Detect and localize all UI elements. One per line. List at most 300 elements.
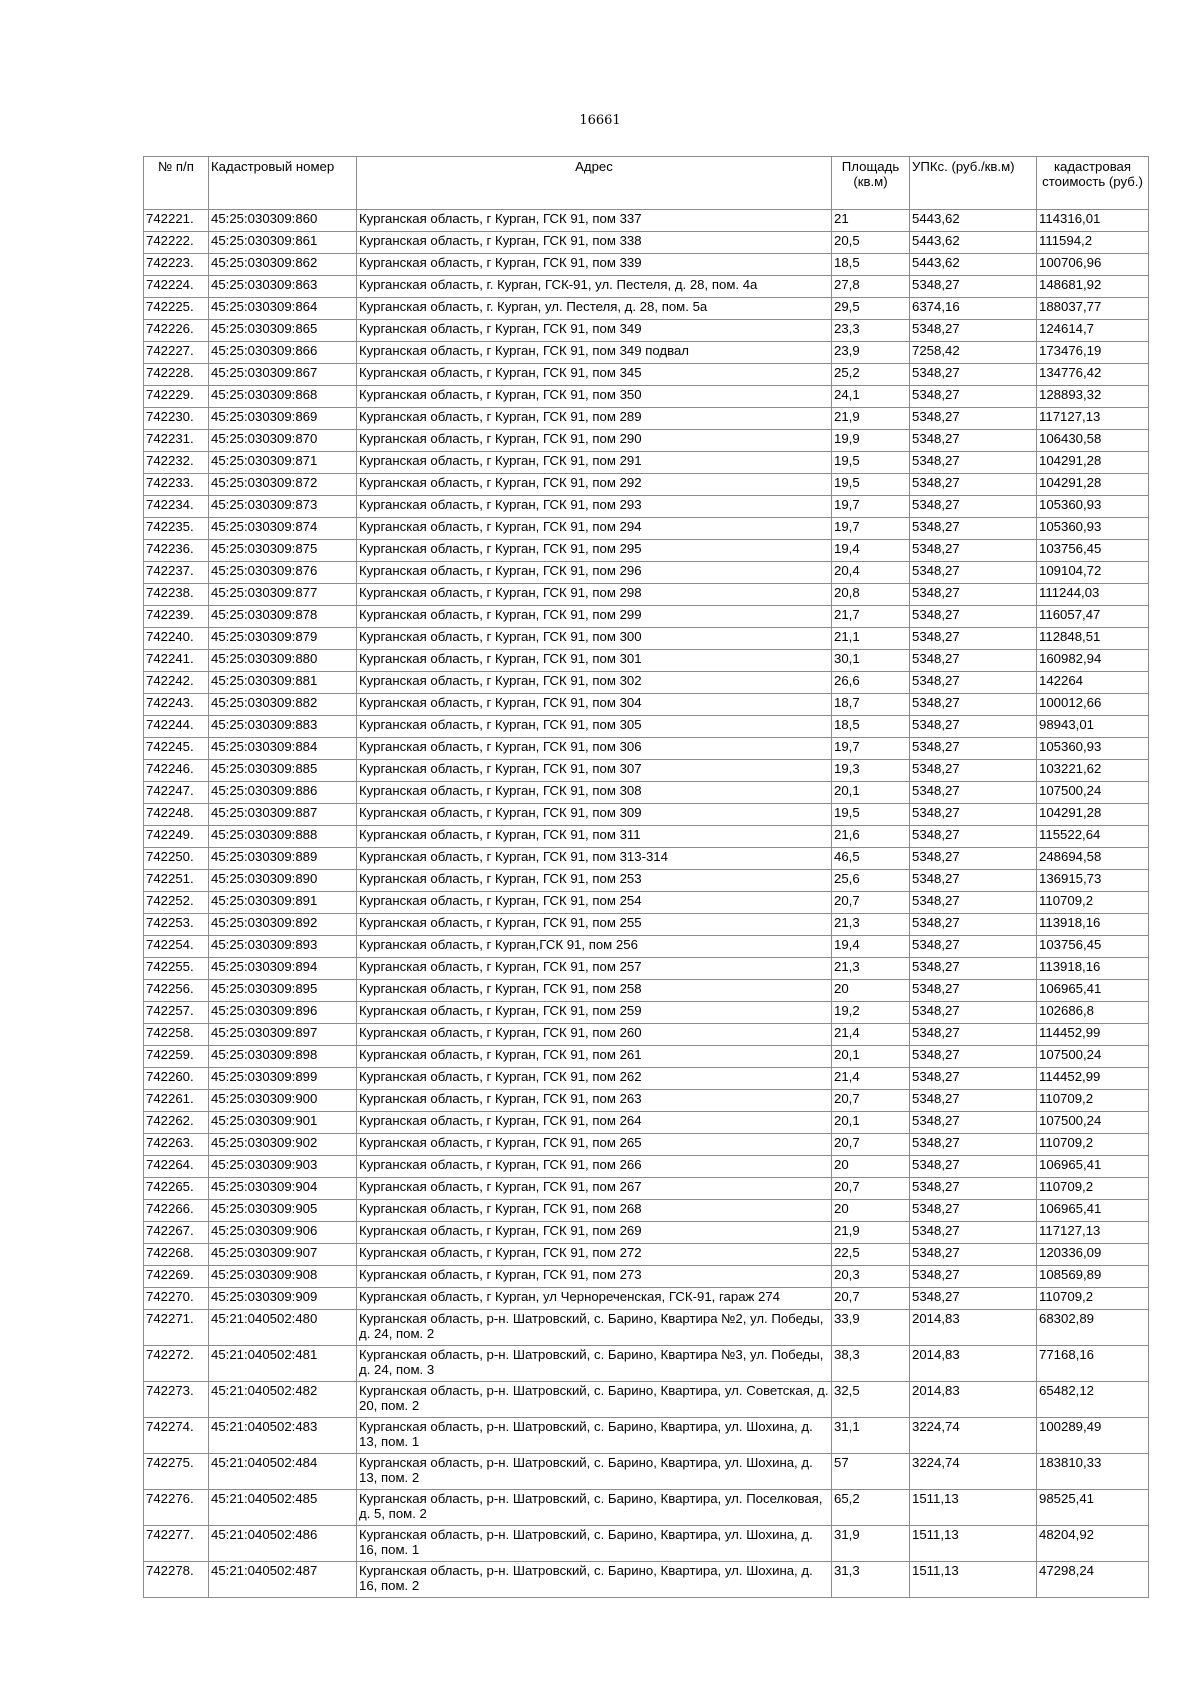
cadastral-number: 45:21:040502:482 bbox=[209, 1382, 357, 1418]
area: 21,6 bbox=[832, 826, 910, 848]
header-cadastral-number: Кадастровый номер bbox=[209, 157, 357, 210]
cadastral-value: 47298,24 bbox=[1037, 1562, 1149, 1598]
upks: 5348,27 bbox=[910, 870, 1037, 892]
upks: 5348,27 bbox=[910, 1156, 1037, 1178]
address: Курганская область, г Курган, ГСК 91, пом 266 bbox=[357, 1156, 832, 1178]
address: Курганская область, г Курган, ГСК 91, пом 308 bbox=[357, 782, 832, 804]
area: 20,7 bbox=[832, 1134, 910, 1156]
cadastral-number: 45:25:030309:896 bbox=[209, 1002, 357, 1024]
address: Курганская область, р-н. Шатровский, с. Барино, Квартира, ул. Шохина, д. 13, пом. 2 bbox=[357, 1454, 832, 1490]
upks: 5348,27 bbox=[910, 760, 1037, 782]
upks: 5348,27 bbox=[910, 694, 1037, 716]
cadastral-value: 104291,28 bbox=[1037, 804, 1149, 826]
area: 33,9 bbox=[832, 1310, 910, 1346]
cadastral-number: 45:25:030309:877 bbox=[209, 584, 357, 606]
cadastral-number: 45:25:030309:886 bbox=[209, 782, 357, 804]
table-row bbox=[144, 1134, 1149, 1156]
row-num: 742271. bbox=[144, 1310, 209, 1346]
address: Курганская область, г Курган, ГСК 91, пом 293 bbox=[357, 496, 832, 518]
address: Курганская область, г Курган, ГСК 91, пом 349 подвал bbox=[357, 342, 832, 364]
upks: 5348,27 bbox=[910, 408, 1037, 430]
cadastral-value: 106965,41 bbox=[1037, 980, 1149, 1002]
address: Курганская область, г Курган, ГСК 91, пом 261 bbox=[357, 1046, 832, 1068]
cadastral-value: 111594,2 bbox=[1037, 232, 1149, 254]
table-row bbox=[144, 870, 1149, 892]
upks: 5348,27 bbox=[910, 386, 1037, 408]
area: 19,5 bbox=[832, 804, 910, 826]
area: 31,1 bbox=[832, 1418, 910, 1454]
table-row bbox=[144, 1244, 1149, 1266]
cadastral-number: 45:25:030309:866 bbox=[209, 342, 357, 364]
upks: 3224,74 bbox=[910, 1454, 1037, 1490]
upks: 5443,62 bbox=[910, 232, 1037, 254]
cadastral-value: 103756,45 bbox=[1037, 936, 1149, 958]
upks: 5348,27 bbox=[910, 1244, 1037, 1266]
upks: 5348,27 bbox=[910, 364, 1037, 386]
row-num: 742260. bbox=[144, 1068, 209, 1090]
address: Курганская область, г Курган, ГСК 91, пом 267 bbox=[357, 1178, 832, 1200]
table-row bbox=[144, 474, 1149, 496]
address: Курганская область, г Курган, ГСК 91, пом 350 bbox=[357, 386, 832, 408]
upks: 5348,27 bbox=[910, 672, 1037, 694]
row-num: 742240. bbox=[144, 628, 209, 650]
area: 19,5 bbox=[832, 452, 910, 474]
table-row bbox=[144, 848, 1149, 870]
table-row bbox=[144, 562, 1149, 584]
area: 19,4 bbox=[832, 540, 910, 562]
table-row bbox=[144, 1090, 1149, 1112]
cadastral-value: 107500,24 bbox=[1037, 1112, 1149, 1134]
upks: 5348,27 bbox=[910, 1222, 1037, 1244]
cadastral-number: 45:25:030309:885 bbox=[209, 760, 357, 782]
cadastral-value: 103756,45 bbox=[1037, 540, 1149, 562]
row-num: 742255. bbox=[144, 958, 209, 980]
table-row bbox=[144, 760, 1149, 782]
upks: 5348,27 bbox=[910, 782, 1037, 804]
cadastral-value: 117127,13 bbox=[1037, 408, 1149, 430]
table-row bbox=[144, 232, 1149, 254]
cadastral-number: 45:25:030309:905 bbox=[209, 1200, 357, 1222]
area: 19,7 bbox=[832, 496, 910, 518]
upks: 5348,27 bbox=[910, 1112, 1037, 1134]
upks: 5348,27 bbox=[910, 848, 1037, 870]
upks: 6374,16 bbox=[910, 298, 1037, 320]
cadastral-number: 45:25:030309:893 bbox=[209, 936, 357, 958]
row-num: 742235. bbox=[144, 518, 209, 540]
table-row bbox=[144, 364, 1149, 386]
area: 20 bbox=[832, 1156, 910, 1178]
area: 31,9 bbox=[832, 1526, 910, 1562]
address: Курганская область, г Курган, ГСК 91, пом 345 bbox=[357, 364, 832, 386]
address: Курганская область, г Курган, ГСК 91, пом 272 bbox=[357, 1244, 832, 1266]
cadastral-value: 98525,41 bbox=[1037, 1490, 1149, 1526]
area: 23,9 bbox=[832, 342, 910, 364]
upks: 5348,27 bbox=[910, 584, 1037, 606]
address: Курганская область, г Курган,ГСК 91, пом 256 bbox=[357, 936, 832, 958]
cadastral-number: 45:21:040502:486 bbox=[209, 1526, 357, 1562]
cadastral-value: 160982,94 bbox=[1037, 650, 1149, 672]
row-num: 742262. bbox=[144, 1112, 209, 1134]
row-num: 742223. bbox=[144, 254, 209, 276]
upks: 5348,27 bbox=[910, 804, 1037, 826]
address: Курганская область, р-н. Шатровский, с. Барино, Квартира №2, ул. Победы, д. 24, пом. 2 bbox=[357, 1310, 832, 1346]
address: Курганская область, г Курган, ГСК 91, пом 257 bbox=[357, 958, 832, 980]
table-row bbox=[144, 1418, 1149, 1454]
area: 25,2 bbox=[832, 364, 910, 386]
upks: 1511,13 bbox=[910, 1526, 1037, 1562]
row-num: 742248. bbox=[144, 804, 209, 826]
row-num: 742258. bbox=[144, 1024, 209, 1046]
upks: 5348,27 bbox=[910, 1266, 1037, 1288]
area: 31,3 bbox=[832, 1562, 910, 1598]
area: 20,7 bbox=[832, 1178, 910, 1200]
cadastral-value: 173476,19 bbox=[1037, 342, 1149, 364]
cadastral-number: 45:25:030309:861 bbox=[209, 232, 357, 254]
row-num: 742273. bbox=[144, 1382, 209, 1418]
row-num: 742237. bbox=[144, 562, 209, 584]
area: 18,5 bbox=[832, 716, 910, 738]
address: Курганская область, г Курган, ГСК 91, пом 268 bbox=[357, 1200, 832, 1222]
cadastral-number: 45:25:030309:909 bbox=[209, 1288, 357, 1310]
cadastral-value: 106965,41 bbox=[1037, 1200, 1149, 1222]
cadastral-number: 45:25:030309:876 bbox=[209, 562, 357, 584]
cadastral-number: 45:25:030309:867 bbox=[209, 364, 357, 386]
row-num: 742224. bbox=[144, 276, 209, 298]
cadastral-value: 128893,32 bbox=[1037, 386, 1149, 408]
cadastral-value: 105360,93 bbox=[1037, 518, 1149, 540]
address: Курганская область, г Курган, ГСК 91, пом 265 bbox=[357, 1134, 832, 1156]
table-row bbox=[144, 958, 1149, 980]
address: Курганская область, г Курган, ГСК 91, пом 292 bbox=[357, 474, 832, 496]
cadastral-table bbox=[143, 156, 1149, 1598]
cadastral-number: 45:25:030309:907 bbox=[209, 1244, 357, 1266]
row-num: 742246. bbox=[144, 760, 209, 782]
cadastral-number: 45:25:030309:870 bbox=[209, 430, 357, 452]
table-row bbox=[144, 738, 1149, 760]
cadastral-value: 107500,24 bbox=[1037, 782, 1149, 804]
area: 19,5 bbox=[832, 474, 910, 496]
table-row bbox=[144, 518, 1149, 540]
cadastral-value: 103221,62 bbox=[1037, 760, 1149, 782]
cadastral-number: 45:21:040502:481 bbox=[209, 1346, 357, 1382]
address: Курганская область, г Курган, ГСК 91, пом 254 bbox=[357, 892, 832, 914]
upks: 7258,42 bbox=[910, 342, 1037, 364]
row-num: 742226. bbox=[144, 320, 209, 342]
upks: 5348,27 bbox=[910, 738, 1037, 760]
row-num: 742221. bbox=[144, 210, 209, 232]
cadastral-number: 45:25:030309:895 bbox=[209, 980, 357, 1002]
area: 46,5 bbox=[832, 848, 910, 870]
upks: 5348,27 bbox=[910, 628, 1037, 650]
cadastral-value: 114452,99 bbox=[1037, 1068, 1149, 1090]
area: 21,9 bbox=[832, 1222, 910, 1244]
row-num: 742278. bbox=[144, 1562, 209, 1598]
table-row bbox=[144, 1024, 1149, 1046]
table-row bbox=[144, 210, 1149, 232]
row-num: 742252. bbox=[144, 892, 209, 914]
table-row bbox=[144, 650, 1149, 672]
area: 24,1 bbox=[832, 386, 910, 408]
cadastral-value: 107500,24 bbox=[1037, 1046, 1149, 1068]
upks: 5348,27 bbox=[910, 1288, 1037, 1310]
row-num: 742256. bbox=[144, 980, 209, 1002]
row-num: 742265. bbox=[144, 1178, 209, 1200]
table-row bbox=[144, 1002, 1149, 1024]
upks: 5348,27 bbox=[910, 562, 1037, 584]
upks: 5348,27 bbox=[910, 1090, 1037, 1112]
cadastral-value: 148681,92 bbox=[1037, 276, 1149, 298]
cadastral-number: 45:25:030309:881 bbox=[209, 672, 357, 694]
upks: 5348,27 bbox=[910, 914, 1037, 936]
row-num: 742244. bbox=[144, 716, 209, 738]
address: Курганская область, г Курган, ул Чернореченская, ГСК-91, гараж 274 bbox=[357, 1288, 832, 1310]
upks: 5348,27 bbox=[910, 1046, 1037, 1068]
cadastral-number: 45:21:040502:484 bbox=[209, 1454, 357, 1490]
area: 30,1 bbox=[832, 650, 910, 672]
area: 27,8 bbox=[832, 276, 910, 298]
cadastral-value: 116057,47 bbox=[1037, 606, 1149, 628]
address: Курганская область, г Курган, ГСК 91, пом 339 bbox=[357, 254, 832, 276]
address: Курганская область, г Курган, ГСК 91, пом 306 bbox=[357, 738, 832, 760]
area: 19,7 bbox=[832, 738, 910, 760]
table-row bbox=[144, 298, 1149, 320]
row-num: 742266. bbox=[144, 1200, 209, 1222]
row-num: 742241. bbox=[144, 650, 209, 672]
upks: 5348,27 bbox=[910, 892, 1037, 914]
upks: 1511,13 bbox=[910, 1562, 1037, 1598]
cadastral-value: 110709,2 bbox=[1037, 892, 1149, 914]
area: 21,3 bbox=[832, 914, 910, 936]
row-num: 742233. bbox=[144, 474, 209, 496]
cadastral-value: 115522,64 bbox=[1037, 826, 1149, 848]
cadastral-number: 45:25:030309:874 bbox=[209, 518, 357, 540]
upks: 3224,74 bbox=[910, 1418, 1037, 1454]
table-row bbox=[144, 694, 1149, 716]
address: Курганская область, г Курган, ГСК 91, пом 262 bbox=[357, 1068, 832, 1090]
area: 19,7 bbox=[832, 518, 910, 540]
table-row bbox=[144, 496, 1149, 518]
cadastral-number: 45:25:030309:862 bbox=[209, 254, 357, 276]
area: 21,9 bbox=[832, 408, 910, 430]
cadastral-number: 45:25:030309:888 bbox=[209, 826, 357, 848]
address: Курганская область, р-н. Шатровский, с. Барино, Квартира, ул. Шохина, д. 16, пом. 2 bbox=[357, 1562, 832, 1598]
table-row bbox=[144, 1288, 1149, 1310]
cadastral-number: 45:25:030309:894 bbox=[209, 958, 357, 980]
address: Курганская область, г Курган, ГСК 91, пом 301 bbox=[357, 650, 832, 672]
row-num: 742254. bbox=[144, 936, 209, 958]
area: 20,1 bbox=[832, 1112, 910, 1134]
address: Курганская область, р-н. Шатровский, с. Барино, Квартира, ул. Советская, д. 20, пом. 2 bbox=[357, 1382, 832, 1418]
address: Курганская область, г Курган, ГСК 91, пом 273 bbox=[357, 1266, 832, 1288]
cadastral-value: 134776,42 bbox=[1037, 364, 1149, 386]
address: Курганская область, г Курган, ГСК 91, пом 295 bbox=[357, 540, 832, 562]
table-row bbox=[144, 1200, 1149, 1222]
table-row bbox=[144, 606, 1149, 628]
area: 20,7 bbox=[832, 1090, 910, 1112]
upks: 5443,62 bbox=[910, 210, 1037, 232]
area: 19,9 bbox=[832, 430, 910, 452]
cadastral-number: 45:25:030309:860 bbox=[209, 210, 357, 232]
address: Курганская область, г Курган, ГСК 91, пом 290 bbox=[357, 430, 832, 452]
address: Курганская область, р-н. Шатровский, с. Барино, Квартира, ул. Поселковая, д. 5, пом. 2 bbox=[357, 1490, 832, 1526]
cadastral-number: 45:25:030309:873 bbox=[209, 496, 357, 518]
table-row bbox=[144, 1046, 1149, 1068]
row-num: 742261. bbox=[144, 1090, 209, 1112]
cadastral-value: 114316,01 bbox=[1037, 210, 1149, 232]
header-cadastral-value: кадастровая стоимость (руб.) bbox=[1037, 157, 1149, 210]
cadastral-value: 105360,93 bbox=[1037, 738, 1149, 760]
address: Курганская область, г Курган, ГСК 91, пом 259 bbox=[357, 1002, 832, 1024]
cadastral-value: 117127,13 bbox=[1037, 1222, 1149, 1244]
table-row bbox=[144, 804, 1149, 826]
cadastral-value: 110709,2 bbox=[1037, 1090, 1149, 1112]
row-num: 742230. bbox=[144, 408, 209, 430]
cadastral-number: 45:25:030309:868 bbox=[209, 386, 357, 408]
table-row bbox=[144, 320, 1149, 342]
cadastral-value: 100289,49 bbox=[1037, 1418, 1149, 1454]
cadastral-value: 110709,2 bbox=[1037, 1288, 1149, 1310]
table-row bbox=[144, 386, 1149, 408]
row-num: 742257. bbox=[144, 1002, 209, 1024]
cadastral-number: 45:25:030309:903 bbox=[209, 1156, 357, 1178]
cadastral-number: 45:25:030309:908 bbox=[209, 1266, 357, 1288]
cadastral-value: 110709,2 bbox=[1037, 1178, 1149, 1200]
cadastral-number: 45:25:030309:890 bbox=[209, 870, 357, 892]
cadastral-value: 120336,09 bbox=[1037, 1244, 1149, 1266]
cadastral-value: 100012,66 bbox=[1037, 694, 1149, 716]
row-num: 742222. bbox=[144, 232, 209, 254]
cadastral-number: 45:25:030309:902 bbox=[209, 1134, 357, 1156]
cadastral-value: 102686,8 bbox=[1037, 1002, 1149, 1024]
cadastral-value: 106430,58 bbox=[1037, 430, 1149, 452]
cadastral-number: 45:25:030309:878 bbox=[209, 606, 357, 628]
row-num: 742245. bbox=[144, 738, 209, 760]
header-upks: УПКс. (руб./кв.м) bbox=[910, 157, 1037, 210]
cadastral-value: 113918,16 bbox=[1037, 914, 1149, 936]
upks: 2014,83 bbox=[910, 1310, 1037, 1346]
area: 21,4 bbox=[832, 1068, 910, 1090]
address: Курганская область, г Курган, ГСК 91, пом 298 bbox=[357, 584, 832, 606]
table-row bbox=[144, 914, 1149, 936]
cadastral-number: 45:25:030309:904 bbox=[209, 1178, 357, 1200]
cadastral-value: 68302,89 bbox=[1037, 1310, 1149, 1346]
row-num: 742268. bbox=[144, 1244, 209, 1266]
area: 57 bbox=[832, 1454, 910, 1490]
upks: 5348,27 bbox=[910, 1200, 1037, 1222]
table-row bbox=[144, 452, 1149, 474]
address: Курганская область, г Курган, ГСК 91, пом 291 bbox=[357, 452, 832, 474]
row-num: 742236. bbox=[144, 540, 209, 562]
upks: 5348,27 bbox=[910, 430, 1037, 452]
cadastral-number: 45:25:030309:879 bbox=[209, 628, 357, 650]
row-num: 742276. bbox=[144, 1490, 209, 1526]
cadastral-number: 45:25:030309:882 bbox=[209, 694, 357, 716]
address: Курганская область, г Курган, ГСК 91, пом 255 bbox=[357, 914, 832, 936]
address: Курганская область, г Курган, ГСК 91, пом 264 bbox=[357, 1112, 832, 1134]
area: 32,5 bbox=[832, 1382, 910, 1418]
cadastral-value: 104291,28 bbox=[1037, 452, 1149, 474]
row-num: 742243. bbox=[144, 694, 209, 716]
header-address: Адрес bbox=[357, 157, 832, 210]
table-row bbox=[144, 1346, 1149, 1382]
row-num: 742249. bbox=[144, 826, 209, 848]
area: 19,2 bbox=[832, 1002, 910, 1024]
upks: 5348,27 bbox=[910, 958, 1037, 980]
table-row bbox=[144, 1222, 1149, 1244]
row-num: 742274. bbox=[144, 1418, 209, 1454]
cadastral-value: 108569,89 bbox=[1037, 1266, 1149, 1288]
address: Курганская область, г. Курган, ул. Пестеля, д. 28, пом. 5а bbox=[357, 298, 832, 320]
cadastral-value: 112848,51 bbox=[1037, 628, 1149, 650]
cadastral-number: 45:25:030309:889 bbox=[209, 848, 357, 870]
area: 23,3 bbox=[832, 320, 910, 342]
address: Курганская область, г Курган, ГСК 91, пом 253 bbox=[357, 870, 832, 892]
cadastral-number: 45:21:040502:485 bbox=[209, 1490, 357, 1526]
row-num: 742234. bbox=[144, 496, 209, 518]
cadastral-value: 142264 bbox=[1037, 672, 1149, 694]
header-num: № п/п bbox=[144, 157, 209, 210]
area: 38,3 bbox=[832, 1346, 910, 1382]
cadastral-number: 45:21:040502:480 bbox=[209, 1310, 357, 1346]
table-row bbox=[144, 342, 1149, 364]
address: Курганская область, р-н. Шатровский, с. Барино, Квартира №3, ул. Победы, д. 24, пом. 3 bbox=[357, 1346, 832, 1382]
table-row bbox=[144, 1068, 1149, 1090]
row-num: 742232. bbox=[144, 452, 209, 474]
table-row bbox=[144, 254, 1149, 276]
area: 19,3 bbox=[832, 760, 910, 782]
row-num: 742269. bbox=[144, 1266, 209, 1288]
upks: 5348,27 bbox=[910, 826, 1037, 848]
cadastral-number: 45:21:040502:487 bbox=[209, 1562, 357, 1598]
row-num: 742264. bbox=[144, 1156, 209, 1178]
upks: 2014,83 bbox=[910, 1382, 1037, 1418]
address: Курганская область, г Курган, ГСК 91, пом 313-314 bbox=[357, 848, 832, 870]
upks: 5348,27 bbox=[910, 716, 1037, 738]
cadastral-value: 48204,92 bbox=[1037, 1526, 1149, 1562]
area: 29,5 bbox=[832, 298, 910, 320]
table-row bbox=[144, 980, 1149, 1002]
area: 20,7 bbox=[832, 1288, 910, 1310]
area: 21,3 bbox=[832, 958, 910, 980]
cadastral-number: 45:25:030309:887 bbox=[209, 804, 357, 826]
cadastral-number: 45:25:030309:901 bbox=[209, 1112, 357, 1134]
cadastral-number: 45:25:030309:906 bbox=[209, 1222, 357, 1244]
address: Курганская область, г Курган, ГСК 91, пом 338 bbox=[357, 232, 832, 254]
upks: 5348,27 bbox=[910, 1002, 1037, 1024]
address: Курганская область, г Курган, ГСК 91, пом 263 bbox=[357, 1090, 832, 1112]
cadastral-number: 45:25:030309:875 bbox=[209, 540, 357, 562]
cadastral-value: 124614,7 bbox=[1037, 320, 1149, 342]
area: 21,4 bbox=[832, 1024, 910, 1046]
area: 22,5 bbox=[832, 1244, 910, 1266]
table-row bbox=[144, 826, 1149, 848]
row-num: 742263. bbox=[144, 1134, 209, 1156]
table-row bbox=[144, 1382, 1149, 1418]
cadastral-number: 45:25:030309:892 bbox=[209, 914, 357, 936]
area: 20,1 bbox=[832, 1046, 910, 1068]
table-row bbox=[144, 1156, 1149, 1178]
cadastral-number: 45:25:030309:880 bbox=[209, 650, 357, 672]
cadastral-value: 113918,16 bbox=[1037, 958, 1149, 980]
cadastral-number: 45:25:030309:871 bbox=[209, 452, 357, 474]
cadastral-value: 100706,96 bbox=[1037, 254, 1149, 276]
table-row bbox=[144, 1310, 1149, 1346]
cadastral-value: 111244,03 bbox=[1037, 584, 1149, 606]
page-number: 16661 bbox=[579, 113, 621, 128]
row-num: 742239. bbox=[144, 606, 209, 628]
address: Курганская область, г Курган, ГСК 91, пом 302 bbox=[357, 672, 832, 694]
address: Курганская область, г Курган, ГСК 91, пом 305 bbox=[357, 716, 832, 738]
